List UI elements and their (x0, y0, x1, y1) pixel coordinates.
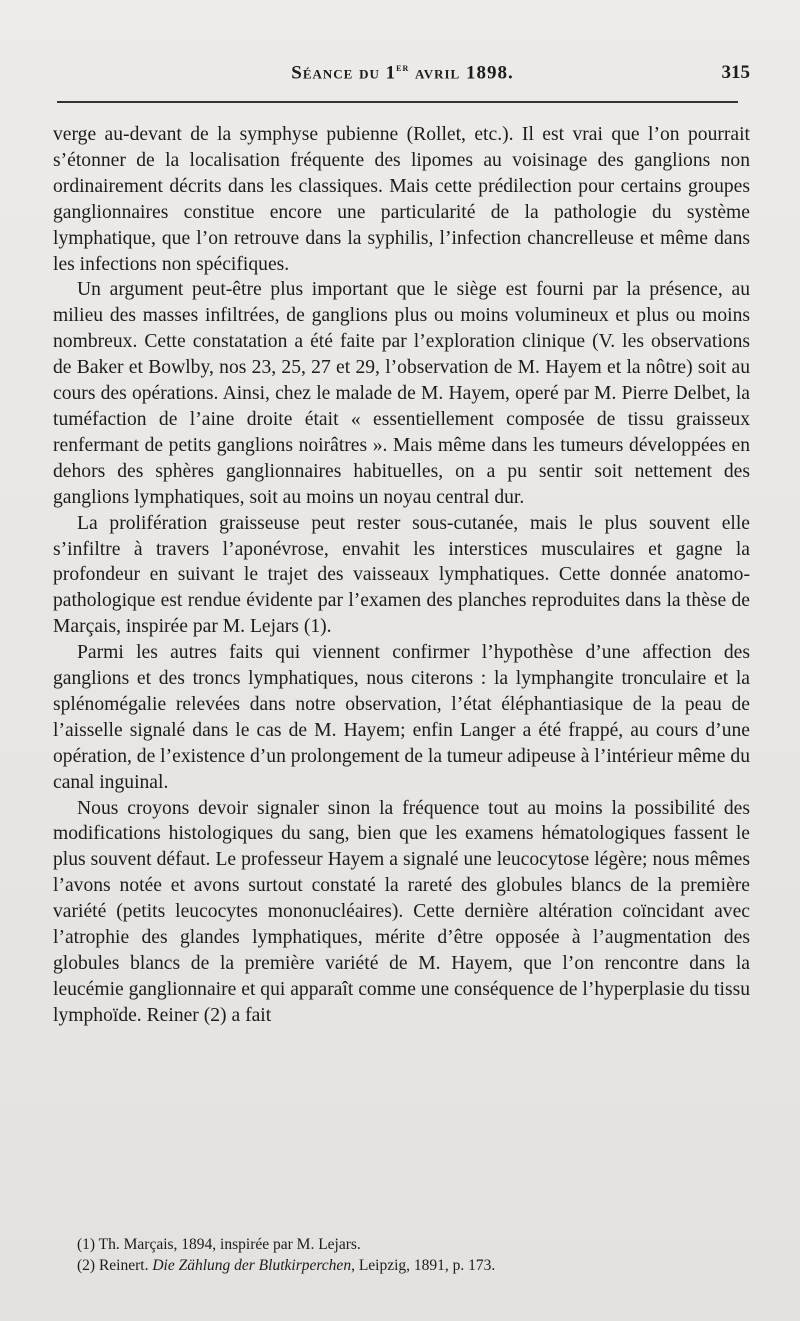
running-head-superscript: er (396, 62, 410, 74)
running-head (55, 62, 750, 84)
footnotes (77, 1234, 747, 1276)
body-text (53, 122, 750, 1029)
paragraph: Nous croyons devoir signaler sinon la fréquence tout au moins la possibilité des modifications histologiques du sang, bien que les examens hématologiques fassent le plus souvent défaut. Le professeur Hayem a signalé une leucocytose légère; nous mêmes l’avons notée et avons surtout constaté la rareté des globules blancs de la première variété (petits leucocytes mononucléaires). Cette dernière altération coïncidant avec l’atrophie des glandes lymphatiques, mérite d’être opposée à l’augmentation des globules blancs de la première variété de M. Hayem, que l’on rencontre dans la leucémie ganglionnaire et qui apparaît comme une conséquence de l’hyperplasie du tissu lymphoïde. Reiner (2) a fait (53, 797, 750, 1026)
footnote-2-details: , Leipzig, 1891, p. 173. (351, 1257, 496, 1274)
header-rule (57, 101, 738, 103)
running-head-date: avril 1898. (409, 62, 514, 84)
paragraph: Un argument peut-être plus important que le siège est fourni par la présence, au milieu des masses infiltrées, de ganglions plus ou moins volumineux et plus ou moins nombreux. Cette constatation a été faite par l’exploration clinique (V. les observations de Baker et Bowlby, nos 23, 25, 27 et 29, l’observation de M. Hayem et la nôtre) soit au cours des opérations. Ainsi, chez le malade de M. Hayem, operé par M. Pierre Delbet, la tuméfaction de l’aine droite était « essentiellement composée de tissu graisseux renfermant de petits ganglions noirâtres ». Mais même dans les tumeurs développées en dehors des sphères ganglionnaires habituelles, on a pu sentir soit nettement des ganglions lymphatiques, soit au moins un noyau central dur. (53, 279, 750, 508)
page-number: 315 (721, 62, 750, 83)
footnote-2 (77, 1255, 747, 1276)
paragraph: verge au-devant de la symphyse pubienne (Rollet, etc.). Il est vrai que l’on pourrait s’étonner de la localisation fréquente des lipomes au voisinage des ganglions non ordinairement décrits dans les classiques. Mais cette prédilection pour certains groupes ganglionnaires constitue encore une particularité de la pathologie du système lymphatique, que l’on retrouve dans la syphilis, l’infection chancrelleuse et même dans les infections non spécifiques. (53, 124, 750, 275)
footnote-1: (1) Th. Marçais, 1894, inspirée par M. Lejars. (77, 1236, 361, 1253)
running-head-text: Séance du 1 (291, 62, 397, 84)
page-header (55, 62, 750, 88)
footnote-2-title: Die Zählung der Blutkirperchen (152, 1257, 352, 1274)
paragraph: La prolifération graisseuse peut rester sous-cutanée, mais le plus souvent elle s’infiltre à travers l’aponévrose, envahit les interstices musculaires et gagne la profondeur en suivant le trajet des vaisseaux lymphatiques. Cette donnée anatomo-pathologique est rendue évidente par l’examen des planches reproduites dans la thèse de Marçais, inspirée par M. Lejars (1). (53, 512, 750, 638)
paragraph: Parmi les autres faits qui viennent confirmer l’hypothèse d’une affection des ganglions et des troncs lymphatiques, nous citerons : la lymphangite tronculaire et la splénomégalie relevées dans notre observation, l’état éléphantiasique de la peau de l’aisselle signalé dans le cas de M. Hayem; enfin Langer a été frappé, au cours d’une opération, de l’existence d’un prolongement de la tumeur adipeuse à l’intérieur même du canal inguinal. (53, 642, 750, 793)
footnote-2-author: (2) Reinert. (77, 1257, 153, 1274)
